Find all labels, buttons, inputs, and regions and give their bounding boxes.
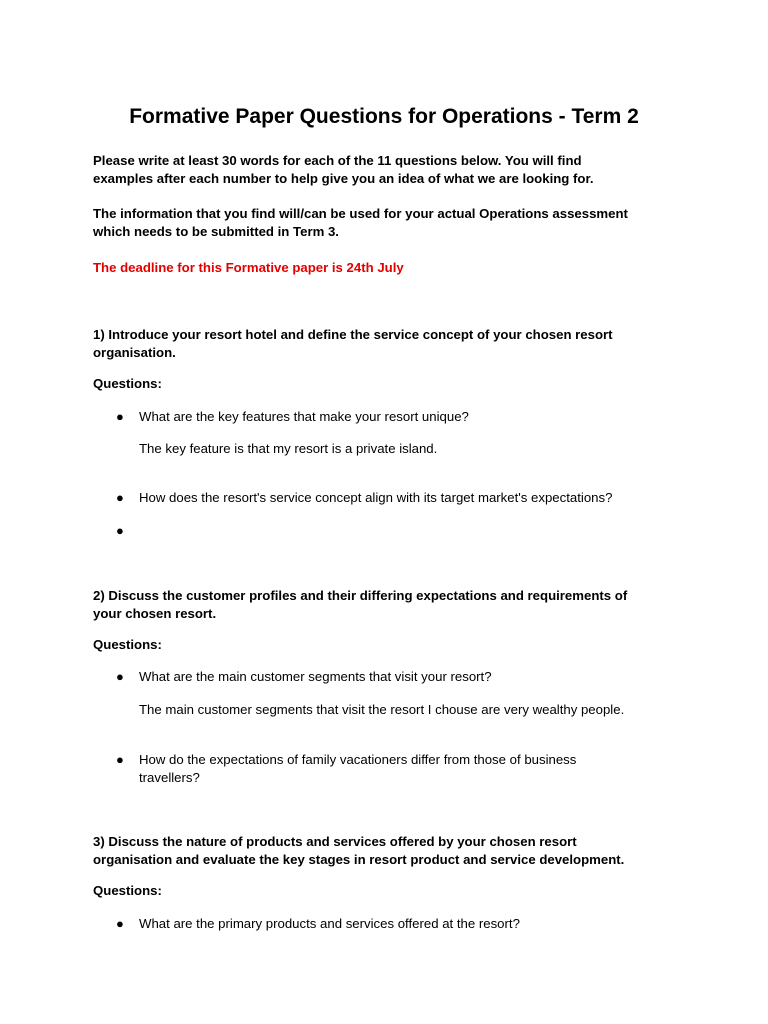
section-3-questions-label: Questions: bbox=[93, 883, 162, 898]
bullet-icon: ● bbox=[116, 523, 124, 538]
section-3-heading bbox=[93, 833, 693, 869]
section-heading-line: 1) Introduce your resort hotel and define the service concept of your chosen resort bbox=[93, 327, 613, 342]
bullet-icon: ● bbox=[116, 752, 124, 767]
bullet-icon: ● bbox=[116, 490, 124, 505]
intro-line: Please write at least 30 words for each of the 11 questions below. You will find bbox=[93, 153, 582, 168]
section-heading-line: 3) Discuss the nature of products and services offered by your chosen resort bbox=[93, 834, 577, 849]
section-1-answer-1: The key feature is that my resort is a private island. bbox=[139, 441, 438, 456]
info-line: which needs to be submitted in Term 3. bbox=[93, 224, 339, 239]
bullet-icon: ● bbox=[116, 669, 124, 684]
intro-paragraph bbox=[93, 152, 693, 188]
section-heading-line: organisation and evaluate the key stages in resort product and service development. bbox=[93, 852, 625, 867]
section-1-question-2: How does the resort's service concept align with its target market's expectations? bbox=[139, 490, 613, 505]
section-2-question-1: What are the main customer segments that visit your resort? bbox=[139, 669, 492, 684]
page-title: Formative Paper Questions for Operations - Term 2 bbox=[129, 105, 639, 128]
section-3-question-1: What are the primary products and services offered at the resort? bbox=[139, 916, 520, 931]
section-1-heading bbox=[93, 326, 693, 362]
section-1-questions-label: Questions: bbox=[93, 376, 162, 391]
info-paragraph bbox=[93, 205, 693, 241]
deadline-notice: The deadline for this Formative paper is 24th July bbox=[93, 260, 404, 275]
intro-line: examples after each number to help give you an idea of what we are looking for. bbox=[93, 171, 594, 186]
question-line: travellers? bbox=[139, 770, 200, 785]
bullet-icon: ● bbox=[116, 409, 124, 424]
section-2-question-2 bbox=[139, 751, 699, 787]
info-line: The information that you find will/can be used for your actual Operations assessment bbox=[93, 206, 628, 221]
section-heading-line: 2) Discuss the customer profiles and their differing expectations and requirements of bbox=[93, 588, 628, 603]
section-2-answer-1: The main customer segments that visit the resort I chouse are very wealthy people. bbox=[139, 702, 625, 717]
section-1-question-1: What are the key features that make your resort unique? bbox=[139, 409, 469, 424]
section-2-heading bbox=[93, 587, 693, 623]
section-heading-line: organisation. bbox=[93, 345, 176, 360]
section-2-questions-label: Questions: bbox=[93, 637, 162, 652]
question-line: How do the expectations of family vacationers differ from those of business bbox=[139, 752, 577, 767]
section-heading-line: your chosen resort. bbox=[93, 606, 217, 621]
bullet-icon: ● bbox=[116, 916, 124, 931]
